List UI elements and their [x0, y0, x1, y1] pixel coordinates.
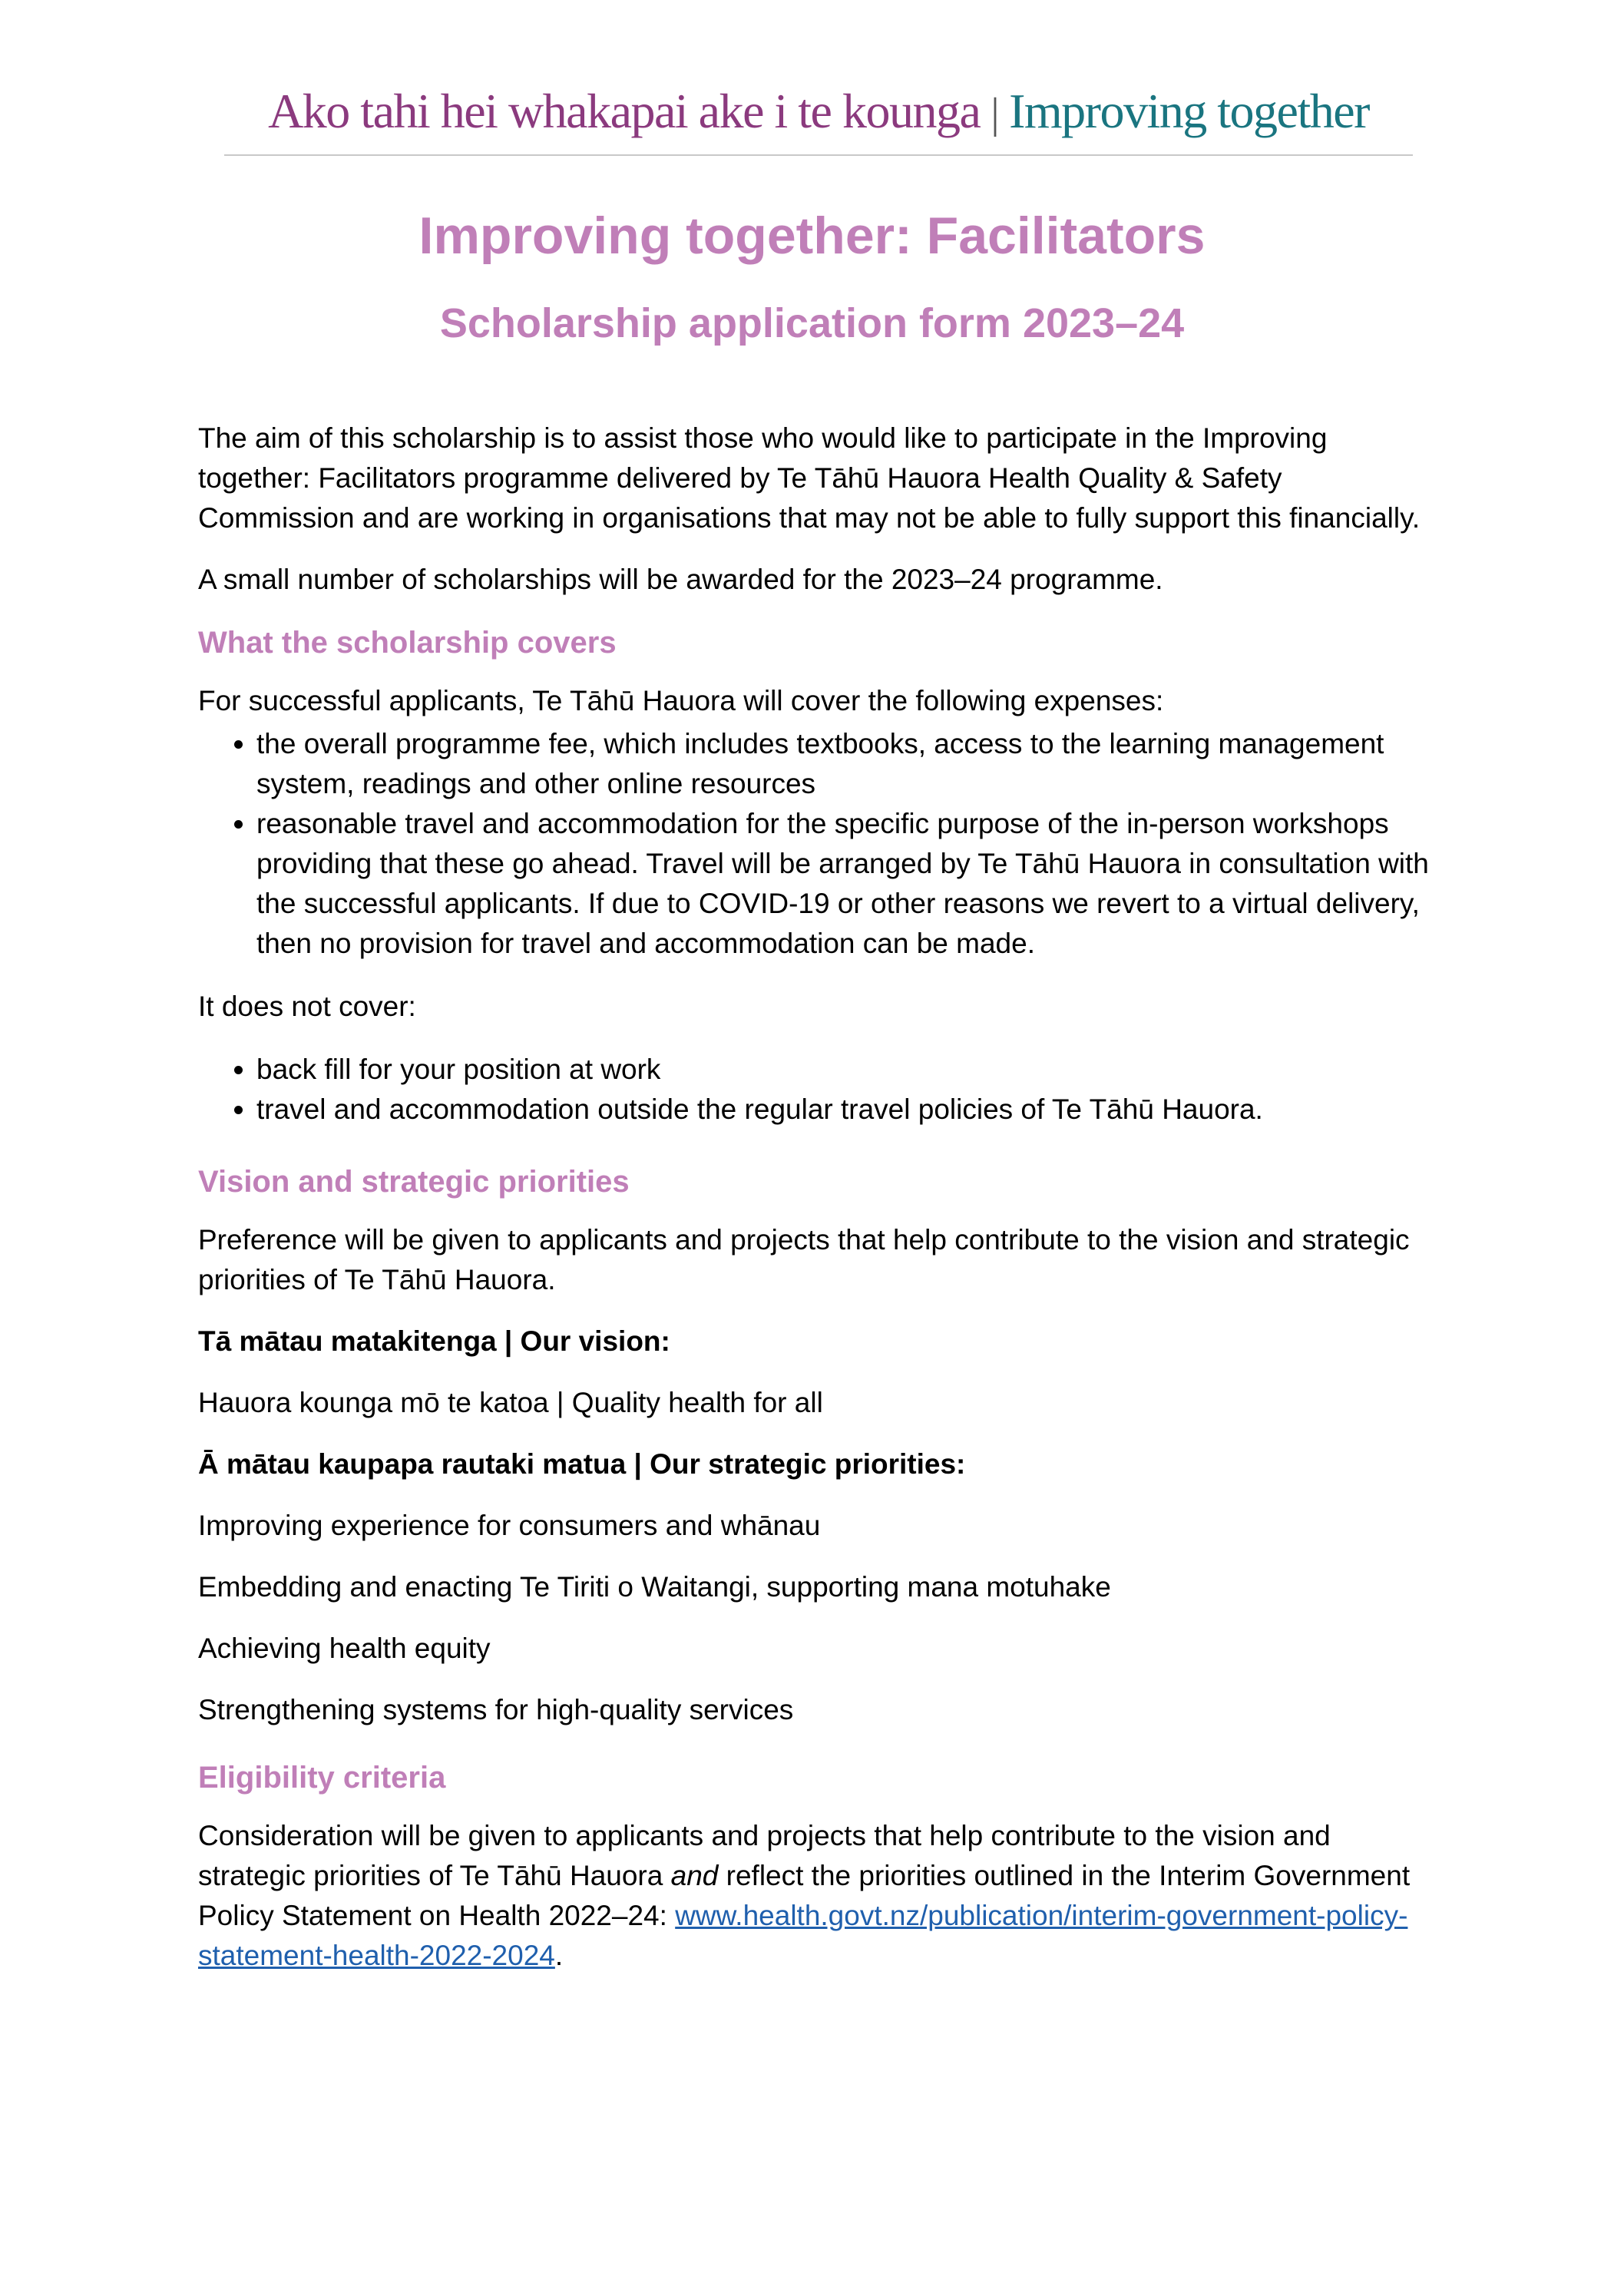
list-item: • travel and accommodation outside the regular travel policies of Te Tāhū Hauora.	[256, 1090, 1442, 1130]
not-covered-list	[198, 1050, 1442, 1130]
priority-item: Embedding and enacting Te Tiriti o Waitangi, supporting mana motuhake	[198, 1571, 1111, 1603]
vision-label: Tā mātau matakitenga | Our vision:	[198, 1325, 670, 1357]
priorities-label: Ā mātau kaupapa rautaki matua | Our strategic priorities:	[198, 1448, 966, 1480]
page-title: Improving together: Facilitators	[418, 207, 1206, 265]
header-rule	[224, 154, 1413, 156]
intro-paragraph: A small number of scholarships will be awarded for the 2023–24 programme.	[198, 564, 1163, 595]
covers-list	[198, 724, 1442, 964]
eligibility-text	[198, 1816, 1442, 1976]
section-heading-vision: Vision and strategic priorities	[198, 1165, 630, 1199]
vision-lead: Preference will be given to applicants and projects that help contribute to the vision and strategic priorities of Te Tāhū Hauora.	[198, 1224, 1410, 1295]
document-body	[198, 419, 1442, 1997]
banner-separator: |	[991, 90, 999, 137]
list-item: • the overall programme fee, which includes textbooks, access to the learning management system, readings and other online resources	[256, 724, 1442, 804]
page-subtitle: Scholarship application form 2023–24	[439, 300, 1185, 346]
section-heading-eligibility: Eligibility criteria	[198, 1761, 446, 1795]
not-covered-lead: It does not cover:	[198, 991, 416, 1022]
intro-paragraph: The aim of this scholarship is to assist those who would like to participate in the Improving together: Facilitators programme delivered by Te Tāhū Hauora Health Quality & Safety Commission and are working in organisations that may not be able to fully support this financially.	[198, 422, 1421, 534]
priority-item: Improving experience for consumers and whānau	[198, 1510, 821, 1541]
list-item: • back fill for your position at work	[256, 1050, 1442, 1090]
header-banner	[224, 83, 1413, 140]
priority-item: Strengthening systems for high-quality services	[198, 1694, 794, 1725]
gps-link[interactable]: www.health.govt.nz/publication/interim-government-policy-statement-health-2022-2024	[198, 1900, 1408, 1971]
list-item: • reasonable travel and accommodation for the specific purpose of the in-person workshops providing that these go ahead. Travel will be arranged by Te Tāhū Hauora in consultation with the successful applicants. If due to COVID-19 or other reasons we revert to a virtual delivery, then no provision for travel and accommodation can be made.	[256, 804, 1442, 964]
priority-item: Achieving health equity	[198, 1633, 491, 1664]
eligibility-text-part: reflect the priorities outlined in the Interim Government Policy Statement on Health 2022–24:	[198, 1860, 1411, 1931]
banner-english: Improving together	[1009, 84, 1369, 138]
vision-text: Hauora kounga mō te katoa | Quality health for all	[198, 1387, 823, 1418]
eligibility-emphasis: and	[670, 1860, 719, 1891]
eligibility-text-end: .	[554, 1940, 564, 1971]
covers-lead: For successful applicants, Te Tāhū Hauora will cover the following expenses:	[198, 685, 1164, 716]
section-heading-covers: What the scholarship covers	[198, 626, 617, 660]
eligibility-text-part: Consideration will be given to applicants and projects that help contribute to the vision and strategic priorities of Te Tāhū Hauora	[198, 1820, 1331, 1891]
banner-maori: Ako tahi hei whakapai ake i te kounga	[268, 84, 981, 138]
